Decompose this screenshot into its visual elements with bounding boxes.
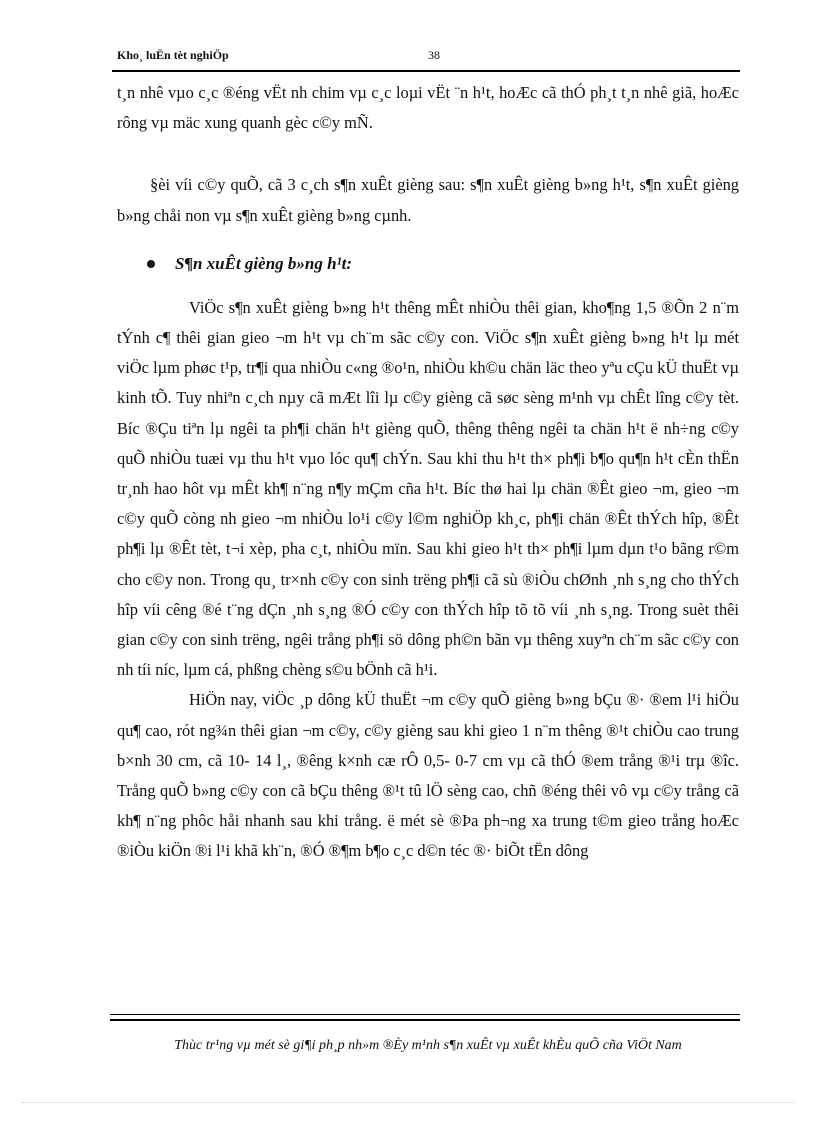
paragraph-methods: §èi víi c©y quÕ, cã 3 c¸ch s¶n xuÊt gièng sau: s¶n xuÊt gièng b»ng h¹t, s¶n xuÊt gièng b»ng chåi non vµ s¶n xuÊt gièng b»ng cµnh.	[117, 175, 739, 225]
header-rule	[112, 70, 740, 72]
paragraph-continued: t¸n nhê vµo c¸c ®éng vËt nh chim vµ c¸c loµi vËt ¨n h¹t, hoÆc cã thÓ ph¸t t¸n nhê giã, hoÆc rông vµ mäc xung quanh gèc c©y mÑ.	[117, 83, 739, 133]
page-footer: Thùc tr¹ng vµ mét sè gi¶i ph¸p nh»m ®Èy m¹nh s¶n xuÊt vµ xuÊt khÈu quÕ cña ViÖt Nam	[174, 1038, 682, 1053]
header-title: Kho¸ luËn tèt nghiÖp	[117, 48, 229, 62]
footer-rule-thick	[110, 1019, 740, 1021]
page-bottom-border	[22, 1102, 794, 1103]
page-number: 38	[428, 48, 440, 62]
page-header	[117, 48, 739, 68]
paragraph-nursery-bags: HiÖn nay, viÖc ¸p dông kÜ thuËt ¬m c©y quÕ gièng b»ng bÇu ®· ®em l¹i hiÖu qu¶ cao, rót ng¾n thêi gian ¬m c©y, c©y gièng sau khi gieo 1 n¨m thêng ®¹t chiÒu cao trung b×nh 30 cm, cã 10- 14 l¸, ®êng k×nh cæ rÔ 0,5- 0-7 cm vµ cã thÓ ®em trång ®¹i trµ ®îc. Trång quÕ b»ng c©y con cã bÇu thêng ®¹t tû lÖ sèng cao, chñ ®éng thêi vô vµ c©y trång cã kh¶ n¨ng phôc håi nhanh sau khi trång. ë mét sè ®Þa ph¬ng xa trung t©m gieo trång hoÆc ®iÒu kiÖn ®i l¹i khã kh¨n, ®Ó ®¶m b¶o c¸c d©n téc ®· biÕt tËn dông	[117, 690, 739, 861]
body-text	[117, 78, 739, 867]
paragraph-gap	[117, 138, 739, 170]
bullet-icon	[147, 260, 155, 268]
paragraph-seed-production: ViÖc s¶n xuÊt gièng b»ng h¹t thêng mÊt nhiÒu thêi gian, kho¶ng 1,5 ®Õn 2 n¨m tÝnh c¶ thêi gian gieo ¬m h¹t vµ ch¨m sãc c©y con. ViÖc s¶n xuÊt gièng b»ng h¹t lµ mét viÖc lµm phøc t¹p, tr¶i qua nhiÒu c«ng ®o¹n, nhiÒu kh©u chän läc theo yªu cÇu kÜ thuËt vµ kinh tÕ. Tuy nhiªn c¸ch nµy cã mÆt lîi lµ c©y gièng cã søc sèng m¹nh vµ chÊt lîng c©y tèt. Bíc ®Çu tiªn lµ ngêi ta ph¶i chän h¹t gièng quÕ, thêng thêng ngêi ta chän h¹t ë nh÷ng c©y quÕ nhiÒu tuæi vµ thu h¹t vµo lóc qu¶ chÝn. Sau khi thu h¹t th× ph¶i b¶o qu¶n h¹t cÈn thËn tr¸nh hao hôt vµ mÊt kh¶ n¨ng n¶y mÇm cña h¹t. Bíc thø hai lµ chän ®Êt gieo ¬m, gieo ¬m c©y quÕ còng nh gieo ¬m nhiÒu lo¹i c©y l©m nghiÖp kh¸c, ph¶i chän ®Êt thÝch hîp, ®Êt ph¶i lµ ®Êt tèt, t¬i xèp, pha c¸t, nhiÒu mïn. Sau khi gieo h¹t th× ph¶i lµm dµn t¹o bãng r©m cho c©y non. Trong qu¸ tr×nh c©y con sinh trëng ph¶i cã sù ®iÒu chØnh ¸nh s¸ng cho thÝch hîp víi cêng ®é t¨ng dÇn ¸nh s¸ng ®Ó c©y con thÝch hîp tõ tõ víi ¸nh s¸ng. Trong suèt thêi gian c©y con sinh trëng, ngêi trång ph¶i sö dông ph©n bãn vµ thêng xuyªn ch¨m sãc c©y con nh tíi níc, lµm cá, phßng chèng s©u bÖnh cã h¹i.	[117, 297, 739, 680]
section-heading: S¶n xuÊt gièng b»ng h¹t:	[175, 253, 353, 273]
section-bullet	[117, 245, 739, 283]
footer-rule-thin	[110, 1014, 740, 1015]
